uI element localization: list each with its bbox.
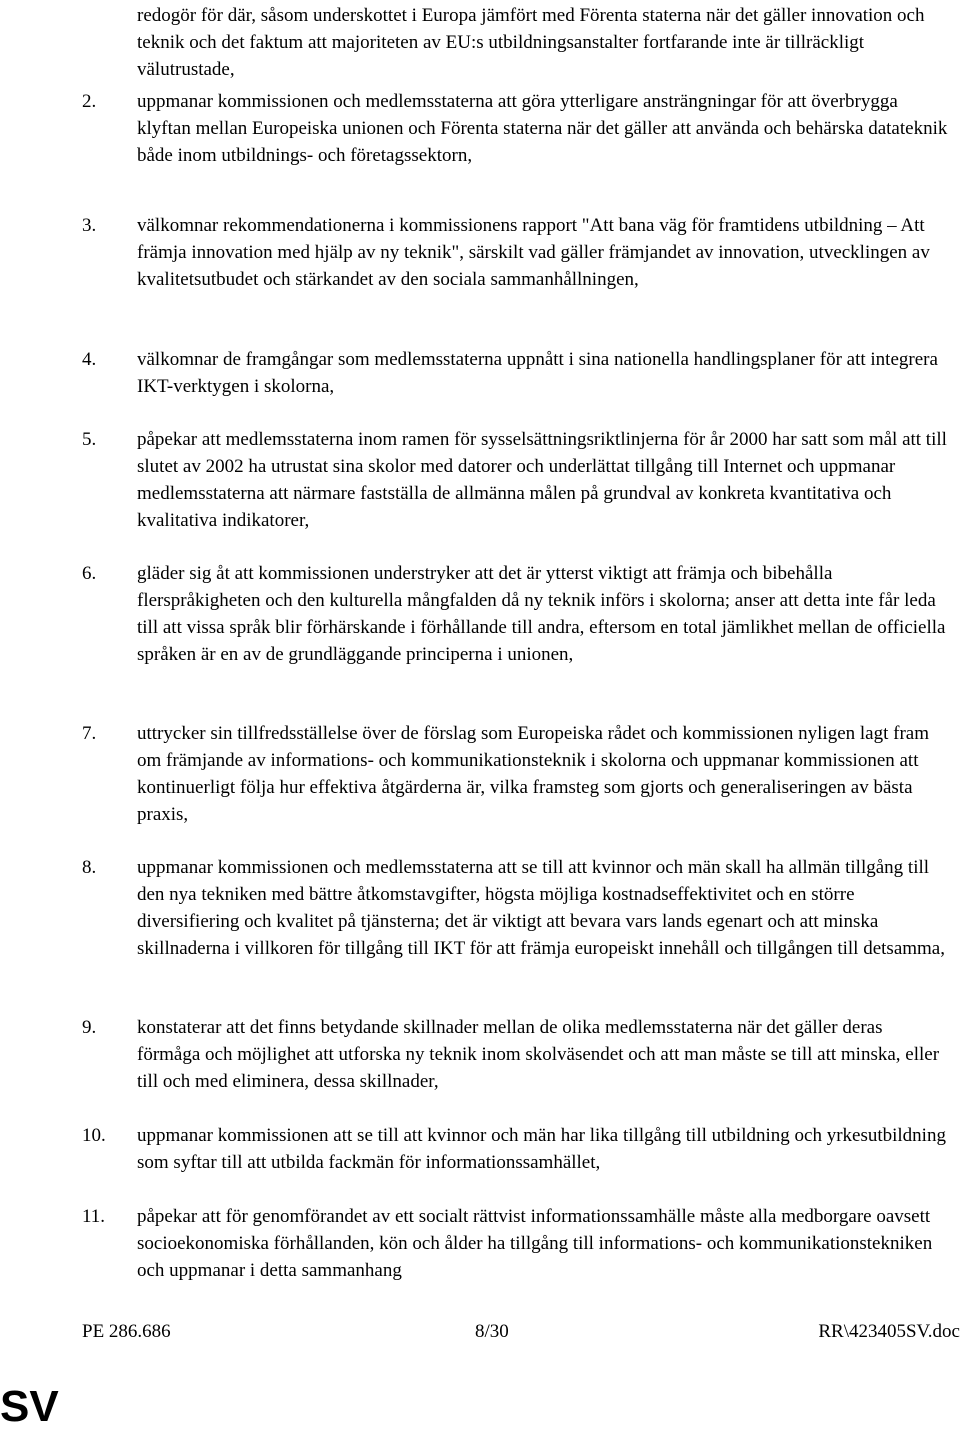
item-number: 4. <box>82 349 97 370</box>
intro-paragraph: redogör för där, såsom underskottet i Europa jämfört med Förenta staterna när det gäller innovation och teknik och det faktum att majoriteten av EU:s utbildningsanstalter fortfarande inte är tillräckligt välutrustade, <box>137 5 925 80</box>
item-number: 3. <box>82 215 97 236</box>
item-text: gläder sig åt att kommissionen understryker att det är ytterst viktigt att främja och bibehålla flerspråkigheten och den kulturella mångfalden då ny teknik införs i skolorna; anser att detta inte får leda till att vissa språk blir förhärskande i förhållande till andra, eftersom en total jämlikhet mellan de officiella språken är en av de grundläggande principerna i unionen, <box>137 563 946 665</box>
item-number: 5. <box>82 429 97 450</box>
item-number: 10. <box>82 1125 106 1146</box>
item-text: uttrycker sin tillfredsställelse över de förslag som Europeiska rådet och kommissionen nyligen lagt fram om främjande av informations- och kommunikationsteknik i skolorna och uppmanar kommissionen att kontinuerligt följa hur effektiva åtgärderna är, vilka framsteg som gjorts och generaliseringen av bästa praxis, <box>137 723 929 825</box>
item-number: 9. <box>82 1017 97 1038</box>
item-number: 2. <box>82 91 97 112</box>
page-number: 8/30 <box>475 1321 509 1342</box>
item-text: välkomnar de framgångar som medlemsstaterna uppnått i sina nationella handlingsplaner för att integrera IKT-verktygen i skolorna, <box>137 349 938 397</box>
footer-filename: RR\423405SV.doc <box>818 1321 960 1342</box>
language-code: SV <box>0 1382 59 1431</box>
item-text: påpekar att för genomförandet av ett socialt rättvist informationssamhälle måste alla medborgare oavsett socioekonomiska förhållanden, kön och ålder ha tillgång till informations- och kommunikationstekniken och uppmanar i detta sammanhang <box>137 1206 933 1281</box>
item-text: välkomnar rekommendationerna i kommissionens rapport "Att bana väg för framtidens utbildning – Att främja innovation med hjälp av ny teknik", särskilt vad gäller främjandet av innovation, utvecklingen av kvalitetsutbudet och stärkandet av den sociala sammanhållningen, <box>137 215 930 290</box>
item-number: 11. <box>82 1206 106 1227</box>
item-text: påpekar att medlemsstaterna inom ramen för sysselsättningsriktlinjerna för år 2000 har satt som mål att till slutet av 2002 ha utrustat sina skolor med datorer och underlättat tillgång till Internet och uppmanar medlemsstaterna att närmare fastställa de allmänna målen på grundval av konkreta kvantitativa och kvalitativa indikatorer, <box>137 429 947 531</box>
page-footer <box>82 1320 960 1344</box>
item-text: konstaterar att det finns betydande skillnader mellan de olika medlemsstaterna när det gäller deras förmåga och möjlighet att utforska ny teknik inom skolväsendet och att man måste se till att minska, eller till och med eliminera, dessa skillnader, <box>137 1017 940 1092</box>
item-number: 7. <box>82 723 97 744</box>
item-text: uppmanar kommissionen och medlemsstaterna att se till att kvinnor och män skall ha allmän tillgång till den nya tekniken med bättre åtkomstavgifter, högsta möjliga kostnadseffektivitet och en större diversifiering och kvalitet på tjänsterna; det är viktigt att bevara vars lands egenart och att minska skillnaderna i villkoren för tillgång till IKT för att främja europeiskt innehåll och tillgången till detsamma, <box>137 857 945 959</box>
item-number: 6. <box>82 563 97 584</box>
item-text: uppmanar kommissionen att se till att kvinnor och män har lika tillgång till utbildning och yrkesutbildning som syftar till att utbilda fackmän för informationssamhället, <box>137 1125 946 1173</box>
item-text: uppmanar kommissionen och medlemsstaterna att göra ytterligare ansträngningar för att överbrygga klyftan mellan Europeiska unionen och Förenta staterna när det gäller att använda och behärska datateknik både inom utbildnings- och företagssektorn, <box>137 91 948 166</box>
item-number: 8. <box>82 857 97 878</box>
footer-reference: PE 286.686 <box>82 1321 171 1342</box>
